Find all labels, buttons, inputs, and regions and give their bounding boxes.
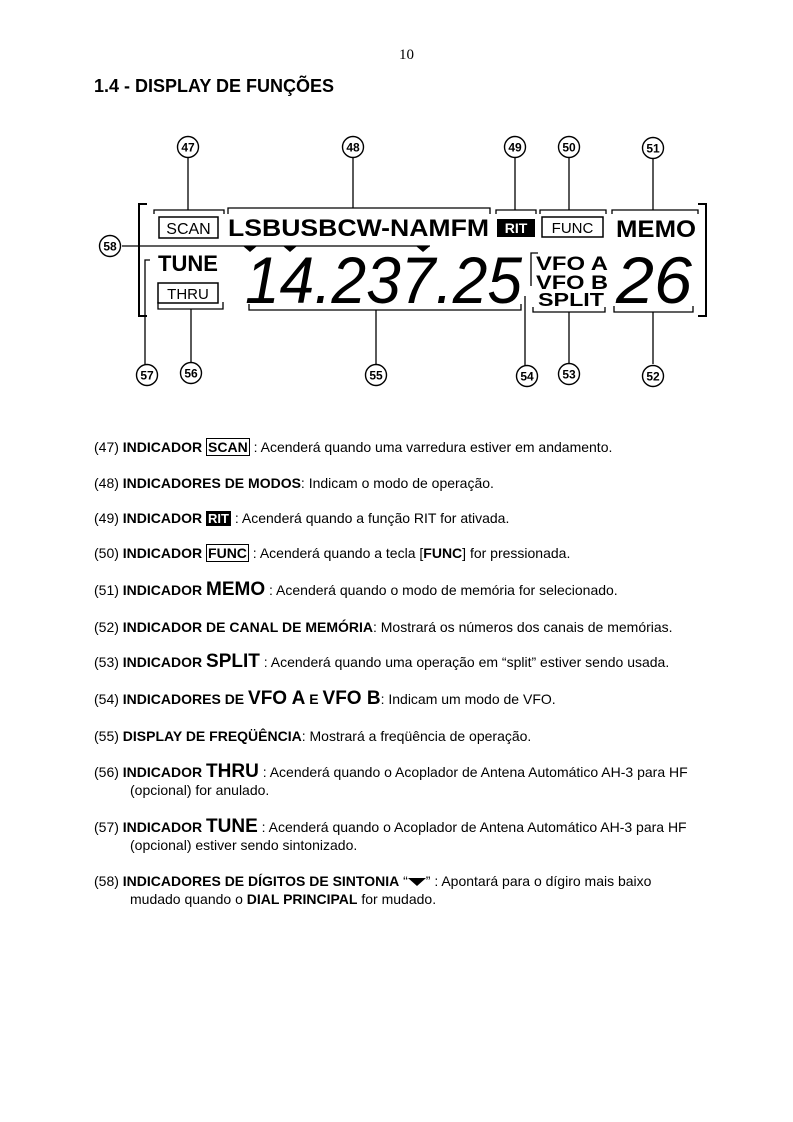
callout-number: 49 (508, 140, 522, 155)
memo-indicator: MEMO (616, 216, 696, 243)
list-item-54: (54) INDICADORES DE VFO A E VFO B: Indicam um modo de VFO. (94, 688, 556, 709)
callout-number: 53 (562, 367, 576, 382)
callout-number: 52 (646, 369, 660, 384)
memory-channel-display: 26 (614, 243, 693, 317)
list-item-47: (47) INDICADOR SCAN : Acenderá quando uma varredura estiver em andamento. (94, 439, 613, 455)
tune-indicator: TUNE (158, 251, 218, 276)
lcd-display-diagram (0, 120, 793, 400)
callout-number: 50 (562, 140, 576, 155)
list-item-56: (56) INDICADOR THRU : Acenderá quando o Acoplador de Antena Automático AH-3 para HF (opcional) for anulado. (94, 761, 688, 798)
list-item-53: (53) INDICADOR SPLIT : Acenderá quando uma operação em “split” estiver sendo usada. (94, 651, 670, 672)
callout-number: 48 (346, 140, 360, 155)
callout-number: 47 (181, 140, 195, 155)
callout-number: 55 (369, 368, 383, 383)
list-item-50: (50) INDICADOR FUNC : Acenderá quando a tecla [FUNC] for pressionada. (94, 545, 571, 561)
tuning-arrow-icon (408, 878, 426, 886)
callout-number: 57 (140, 368, 154, 383)
callout-number: 56 (184, 366, 198, 381)
list-item-55: (55) DISPLAY DE FREQÜÊNCIA: Mostrará a freqüência de operação. (94, 728, 532, 744)
callout-number: 51 (646, 141, 660, 156)
vfo-b-indicator: VFO B (536, 273, 608, 294)
callout-number: 58 (103, 239, 117, 254)
list-item-58: (58) INDICADORES DE DÍGITOS DE SINTONIA “ ” : Apontará para o dígiro mais baixo mudado quando o DIAL PRINCIPAL for mudado. (94, 873, 652, 907)
list-item-51: (51) INDICADOR MEMO : Acenderá quando o modo de memória for selecionado. (94, 579, 618, 600)
list-item-49: (49) INDICADOR RIT : Acenderá quando a função RIT for ativada. (94, 510, 510, 526)
scan-indicator: SCAN (166, 221, 211, 238)
rit-indicator: RIT (504, 220, 528, 236)
thru-indicator: THRU (167, 286, 209, 303)
callout-number: 54 (520, 369, 534, 384)
list-item-48: (48) INDICADORES DE MODOS: Indicam o modo de operação. (94, 475, 494, 491)
frequency-display: 14.237.25 (245, 243, 523, 317)
vfo-a-indicator: VFO A (536, 254, 609, 275)
page-number: 10 (399, 47, 414, 63)
mode-indicators: LSBUSBCW-NAMFM (228, 215, 489, 242)
list-item-57: (57) INDICADOR TUNE : Acenderá quando o Acoplador de Antena Automático AH-3 para HF (opcional) estiver sendo sintonizado. (94, 816, 687, 853)
list-item-52: (52) INDICADOR DE CANAL DE MEMÓRIA: Mostrará os números dos canais de memórias. (94, 619, 673, 635)
section-title: 1.4 - DISPLAY DE FUNÇÕES (94, 76, 335, 96)
split-indicator: SPLIT (538, 290, 604, 310)
func-indicator: FUNC (551, 220, 594, 237)
